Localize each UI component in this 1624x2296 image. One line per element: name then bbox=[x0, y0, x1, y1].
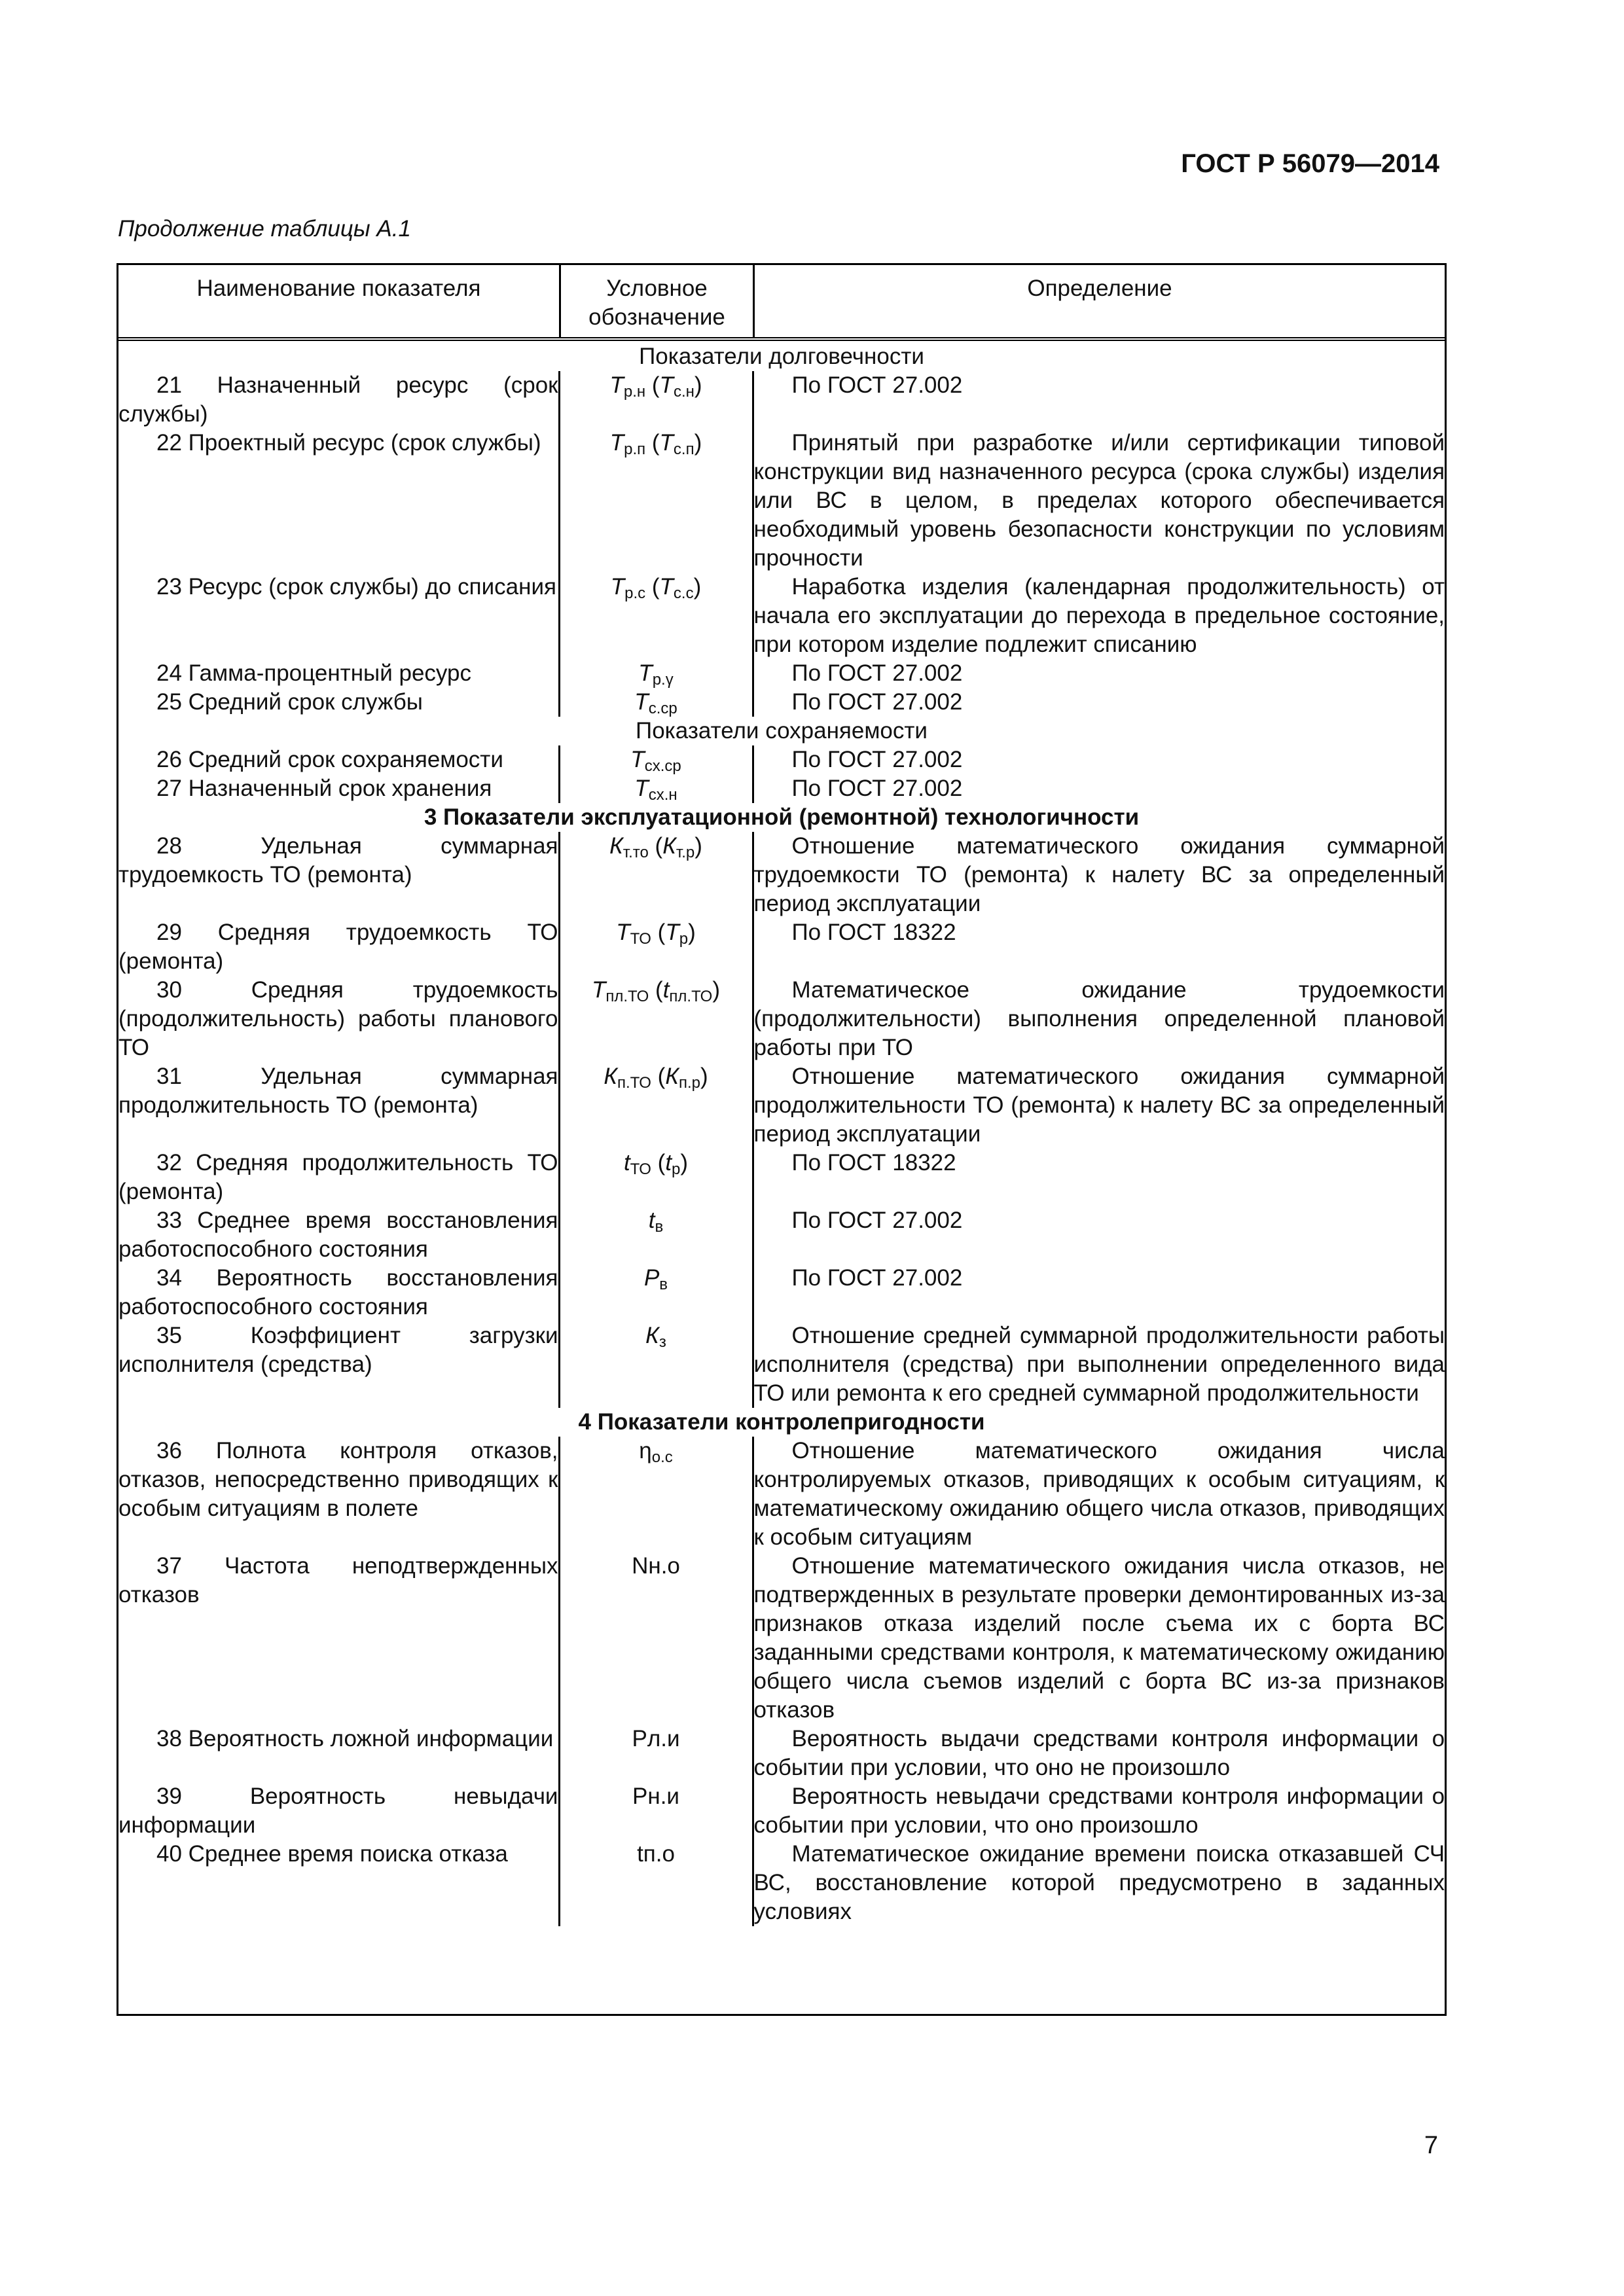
indicator-definition: Отношение математического ожидания суммарной трудоемкости ТО (ремонта) к налету ВС за определенный период эксплуатации bbox=[753, 833, 1445, 916]
indicator-symbol: $Т_{ТО}$ $(Т_р)$ bbox=[559, 918, 753, 976]
indicator-definition: Отношение средней суммарной продолжительности работы исполнителя (средства) при выполнении определенного вида ТО или ремонта к его средней суммарной продолжительности bbox=[753, 1323, 1445, 1406]
table-row bbox=[118, 1437, 1445, 1552]
indicator-name: 29 Средняя трудоемкость ТО (ремонта) bbox=[118, 920, 558, 974]
section-title: 3 Показатели эксплуатационной (ремонтной) технологичности bbox=[424, 804, 1140, 830]
table-row bbox=[118, 573, 1445, 659]
table-row bbox=[118, 1552, 1445, 1725]
indicator-name: 21 Назначенный ресурс (срок службы) bbox=[118, 372, 558, 427]
table-body bbox=[118, 342, 1445, 1926]
indicator-name: 27 Назначенный срок хранения bbox=[156, 776, 492, 801]
indicator-symbol: $Т_{р.п}$ $(Т_{с.п})$ bbox=[559, 429, 753, 573]
indicator-symbol: $К_з$ bbox=[559, 1321, 753, 1408]
table-row bbox=[118, 1264, 1445, 1321]
indicator-name: 31 Удельная суммарная продолжительность ТО (ремонта) bbox=[118, 1064, 558, 1118]
column-header-name: Наименование показателя bbox=[196, 276, 481, 301]
table-row bbox=[118, 832, 1445, 918]
indicator-definition: Математическое ожидание трудоемкости (продолжительности) выполнения определенной плановой работы при ТО bbox=[753, 977, 1445, 1060]
indicator-name: 34 Вероятность восстановления работоспособного состояния bbox=[118, 1265, 558, 1319]
table-row bbox=[118, 1206, 1445, 1264]
indicator-name: 28 Удельная суммарная трудоемкость ТО (ремонта) bbox=[118, 833, 558, 888]
indicator-symbol: $К_{п.ТО}$ $(К_{п.р})$ bbox=[559, 1062, 753, 1149]
indicator-symbol: $Т_{р.н}$ $(Т_{с.н})$ bbox=[559, 371, 753, 429]
indicator-symbol: $Т_{сх.н}$ bbox=[559, 774, 753, 803]
table-row bbox=[118, 1840, 1445, 1926]
table-caption: Продолжение таблицы А.1 bbox=[118, 216, 411, 242]
indicator-symbol: Рл.и bbox=[559, 1725, 753, 1782]
indicator-name: 23 Ресурс (срок службы) до списания bbox=[156, 574, 556, 600]
indicator-definition: Отношение математического ожидания суммарной продолжительности ТО (ремонта) к налету ВС за определенный период эксплуатации bbox=[753, 1064, 1445, 1147]
indicator-symbol: Nн.о bbox=[559, 1552, 753, 1725]
section-row bbox=[118, 717, 1445, 745]
indicator-definition: По ГОСТ 27.002 bbox=[791, 372, 963, 398]
indicator-name: 26 Средний срок сохраняемости bbox=[156, 747, 503, 772]
indicator-name: 39 Вероятность невыдачи информации bbox=[118, 1784, 558, 1838]
table-row bbox=[118, 976, 1445, 1062]
indicator-name: 32 Средняя продолжительность ТО (ремонта) bbox=[118, 1150, 558, 1204]
indicator-symbol: tп.о bbox=[559, 1840, 753, 1926]
indicator-symbol: $Т_{с.ср}$ bbox=[559, 688, 753, 717]
indicator-definition: Принятый при разработке и/или сертификации типовой конструкции вид назначенного ресурса (срока службы) изделия или ВС в целом, в пределах которого обеспечивается необходимый уровень безопасности конструкции по условиям прочности bbox=[753, 430, 1445, 571]
indicator-symbol: $t_в$ bbox=[559, 1206, 753, 1264]
indicator-symbol: $Т_{р.\gamma}$ bbox=[559, 659, 753, 688]
table-row bbox=[118, 774, 1445, 803]
indicator-symbol: $t_{ТО}$ $(t_р)$ bbox=[559, 1149, 753, 1206]
indicator-definition: Вероятность невыдачи средствами контроля информации о событии при условии, что оно произошло bbox=[753, 1784, 1445, 1838]
page-number: 7 bbox=[1424, 2132, 1438, 2159]
indicator-name: 30 Средняя трудоемкость (продолжительность) работы планового ТО bbox=[118, 977, 558, 1060]
indicator-definition: По ГОСТ 27.002 bbox=[791, 1208, 963, 1233]
indicator-name: 24 Гамма-процентный ресурс bbox=[156, 660, 471, 686]
section-row bbox=[118, 342, 1445, 371]
section-title: Показатели долговечности bbox=[639, 344, 924, 369]
indicator-definition: По ГОСТ 18322 bbox=[791, 920, 956, 945]
table-row bbox=[118, 1782, 1445, 1840]
indicator-name: 22 Проектный ресурс (срок службы) bbox=[156, 430, 541, 456]
indicator-definition: Отношение математического ожидания числа отказов, не подтвержденных в результате проверки демонтированных из-за признаков отказа изделий после съема их с борта ВС заданными средствами контроля, к математическому ожиданию общего числа съемов изделий с борта ВС из-за признаков отказов bbox=[753, 1553, 1445, 1723]
column-header-symbol: Условное обозначение bbox=[588, 276, 725, 330]
header-divider bbox=[559, 265, 561, 337]
table-row bbox=[118, 659, 1445, 688]
indicator-name: 33 Среднее время восстановления работоспособного состояния bbox=[118, 1208, 558, 1262]
section-row bbox=[118, 803, 1445, 832]
indicator-definition: По ГОСТ 27.002 bbox=[791, 689, 963, 715]
section-row bbox=[118, 1408, 1445, 1437]
indicator-definition: По ГОСТ 27.002 bbox=[791, 776, 963, 801]
table-row bbox=[118, 1725, 1445, 1782]
indicators-table bbox=[117, 263, 1447, 2016]
indicator-definition: По ГОСТ 18322 bbox=[791, 1150, 956, 1175]
table-row bbox=[118, 1062, 1445, 1149]
indicator-name: 36 Полнота контроля отказов, отказов, непосредственно приводящих к особым ситуациям в полете bbox=[118, 1438, 558, 1521]
table-row bbox=[118, 1149, 1445, 1206]
section-title: 4 Показатели контролепригодности bbox=[578, 1409, 985, 1435]
indicator-definition: Отношение математического ожидания числа контролируемых отказов, приводящих к особым ситуациям, к математическому ожиданию общего числа отказов, приводящих к особым ситуациям bbox=[753, 1438, 1445, 1550]
column-header-definition: Определение bbox=[1027, 276, 1172, 301]
table-row bbox=[118, 918, 1445, 976]
indicator-name: 25 Средний срок службы bbox=[156, 689, 423, 715]
indicator-definition: Вероятность выдачи средствами контроля информации о событии при условии, что оно не произошло bbox=[753, 1726, 1445, 1780]
indicator-definition: По ГОСТ 27.002 bbox=[791, 747, 963, 772]
table-header bbox=[118, 265, 1445, 341]
indicator-name: 40 Среднее время поиска отказа bbox=[156, 1841, 508, 1867]
indicator-name: 37 Частота неподтвержденных отказов bbox=[118, 1553, 558, 1607]
table-row bbox=[118, 429, 1445, 573]
standard-number: ГОСТ Р 56079—2014 bbox=[1181, 149, 1439, 178]
indicator-name: 35 Коэффициент загрузки исполнителя (средства) bbox=[118, 1323, 558, 1377]
table-row bbox=[118, 1321, 1445, 1408]
indicator-name: 38 Вероятность ложной информации bbox=[156, 1726, 554, 1751]
indicator-symbol: $Т_{сх.ср}$ bbox=[559, 745, 753, 774]
indicator-definition: По ГОСТ 27.002 bbox=[791, 660, 963, 686]
indicator-symbol: $К_{т.то}$ $(К_{т.р})$ bbox=[559, 832, 753, 918]
indicator-symbol: $\eta_{о.с}$ bbox=[559, 1437, 753, 1552]
indicator-symbol: Рн.и bbox=[559, 1782, 753, 1840]
table-row bbox=[118, 745, 1445, 774]
indicator-definition: Наработка изделия (календарная продолжительность) от начала его эксплуатации до перехода в предельное состояние, при котором изделие подлежит списанию bbox=[753, 574, 1445, 657]
indicator-symbol: $Т_{р.с}$ $(Т_{с.с})$ bbox=[559, 573, 753, 659]
indicator-symbol: $Т_{пл.ТО}$ $(t_{пл.ТО})$ bbox=[559, 976, 753, 1062]
header-divider bbox=[753, 265, 755, 337]
indicator-symbol: $Р_в$ bbox=[559, 1264, 753, 1321]
section-title: Показатели сохраняемости bbox=[636, 718, 928, 744]
table-row bbox=[118, 371, 1445, 429]
indicator-definition: Математическое ожидание времени поиска отказавшей СЧ ВС, восстановление которой предусмотрено в заданных условиях bbox=[753, 1841, 1445, 1924]
table-row bbox=[118, 688, 1445, 717]
indicator-definition: По ГОСТ 27.002 bbox=[791, 1265, 963, 1291]
